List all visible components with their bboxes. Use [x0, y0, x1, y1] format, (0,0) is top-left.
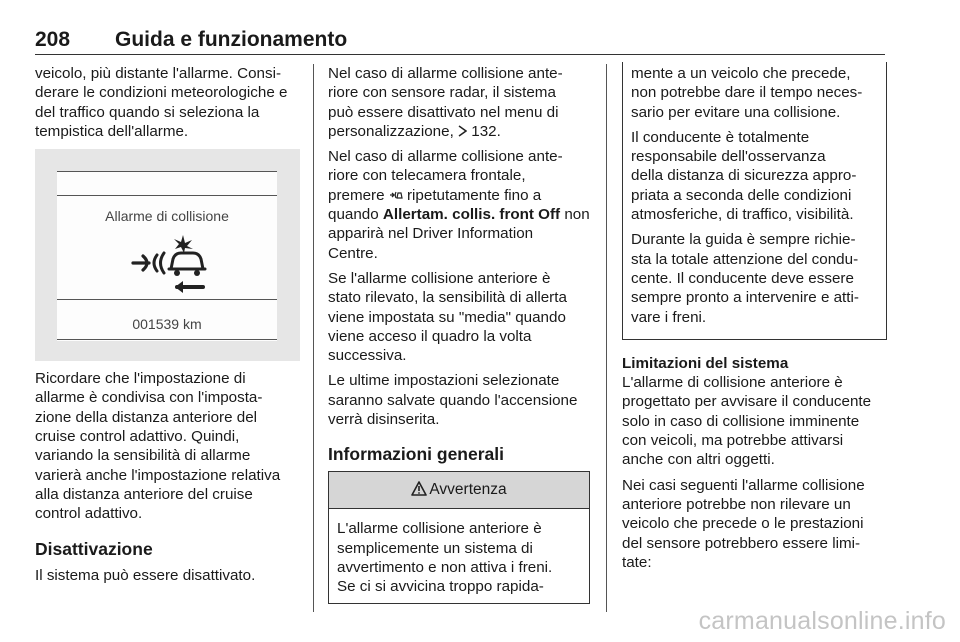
text-line: priata a seconda delle condizioni — [631, 186, 852, 204]
text-fragment: ripetutamente fino a — [402, 186, 542, 204]
text-line: anteriore potrebbe non rilevare un — [622, 495, 851, 513]
text-fragment: non — [560, 206, 590, 224]
text-line — [328, 122, 590, 141]
text-line: Nei casi seguenti l'allarme collisione — [622, 476, 865, 494]
text-line: successiva. — [328, 347, 407, 365]
text-line: variando la sensibilità di allarme — [35, 447, 251, 465]
paragraph — [35, 369, 300, 523]
text-fragment: quando — [328, 206, 383, 224]
menu-label: Allertam. collis. front Off — [382, 206, 561, 224]
warning-body — [329, 509, 589, 602]
text-line: saranno salvate quando l'accensione — [328, 391, 578, 409]
text-line: allarme è condivisa con l'imposta- — [35, 389, 263, 407]
text-line: sario per evitare una collisione. — [631, 103, 841, 121]
paragraph — [35, 566, 300, 585]
text-line: responsabile dell'osservanza — [631, 148, 826, 166]
text-line: vare i freni. — [631, 308, 707, 326]
text-line: sta la totale attenzione del condu- — [631, 250, 859, 268]
text-line: L'allarme collisione anteriore è — [337, 520, 542, 538]
section-title: Guida e funzionamento — [115, 28, 348, 51]
paragraph — [622, 476, 887, 572]
text-line: Ricordare che l'impostazione di — [35, 370, 246, 388]
text-line: tate: — [622, 553, 652, 571]
warning-box-continued — [622, 62, 887, 340]
text-line: del sensore potrebbero essere limi- — [622, 534, 861, 552]
warning-header — [329, 472, 589, 509]
text-line: riore con telecamera frontale, — [328, 167, 526, 185]
paragraph — [622, 373, 887, 469]
text-line: della distanza di sicurezza appro- — [631, 167, 857, 185]
text-fragment: premere — [328, 186, 389, 204]
text-line: derare le condizioni meteorologiche e — [35, 84, 288, 102]
text-line: riore con sensore radar, il sistema — [328, 84, 556, 102]
text-line: semplicemente un sistema di — [337, 539, 533, 557]
text-line: non potrebbe dare il tempo neces- — [631, 84, 863, 102]
text-line: sempre pronto a intervenire e atti- — [631, 289, 859, 307]
text-line: atmosferiche, di traffico, visibilità. — [631, 206, 854, 224]
text-line: solo in caso di collisione imminente — [622, 412, 860, 430]
text-line: veicolo che precede o le prestazioni — [622, 515, 864, 533]
text-line: verrà disinserita. — [328, 411, 440, 429]
column-divider — [606, 64, 607, 612]
text-line: cente. Il conducente deve essere — [631, 269, 854, 287]
text-line: stato rilevato, la sensibilità di allerta — [328, 289, 567, 307]
text-line: anche con altri oggetti. — [622, 451, 775, 469]
text-line: Se l'allarme collisione anteriore è — [328, 269, 551, 287]
text-line: veicolo, più distante l'allarme. Consi- — [35, 65, 282, 82]
text-line: zione della distanza anteriore del — [35, 408, 258, 426]
driver-info-display — [57, 171, 277, 341]
warning-triangle-icon — [411, 481, 427, 496]
text-line: Se ci si avvicina troppo rapida- — [337, 578, 544, 596]
text-line: avvertimento e non attiva i freni. — [337, 558, 553, 576]
text-line: Il conducente è totalmente — [631, 128, 810, 146]
text-line: viene impostata su "media" quando — [328, 308, 566, 326]
display-divider — [57, 171, 277, 172]
text-line: cruise control adattivo. Quindi, — [35, 428, 240, 446]
paragraph — [328, 371, 590, 429]
subsection-heading: Limitazioni del sistema — [622, 354, 789, 372]
display-divider — [57, 299, 277, 300]
display-figure — [35, 149, 300, 361]
collision-alert-button-icon — [389, 189, 403, 201]
paragraph — [631, 230, 878, 326]
text-line: varierà anche l'impostazione relativa — [35, 466, 281, 484]
section-heading: Informazioni generali — [328, 444, 504, 465]
text-line: Nel caso di allarme collisione ante- — [328, 65, 563, 82]
column-3 — [622, 64, 887, 578]
text-line: tempistica dell'allarme. — [35, 122, 189, 140]
paragraph — [328, 147, 590, 263]
text-line: Durante la guida è sempre richie- — [631, 231, 856, 249]
text-line: control adattivo. — [35, 505, 143, 523]
column-1 — [35, 64, 300, 591]
paragraph — [35, 64, 300, 141]
text-line: viene acceso il quadro la volta — [328, 327, 532, 345]
display-title: Allarme di collisione — [105, 208, 229, 225]
text-line: apparirà nel Driver Information — [328, 225, 534, 243]
odometer-reading: 001539 km — [132, 316, 202, 333]
text-line: Nel caso di allarme collisione ante- — [328, 148, 563, 166]
display-divider — [57, 195, 277, 196]
text-line: progettato per avvisare il conducente — [622, 393, 872, 411]
display-divider — [57, 339, 277, 340]
watermark: carmanualsonline.info — [698, 607, 946, 635]
section-heading: Disattivazione — [35, 538, 153, 559]
text-line: mente a un veicolo che precede, — [631, 65, 851, 82]
paragraph — [328, 64, 590, 141]
page-reference: 132. — [471, 122, 501, 140]
text-line: Le ultime impostazioni selezionate — [328, 372, 560, 390]
paragraph — [631, 64, 878, 122]
text-line: alla distanza anteriore del cruise — [35, 485, 253, 503]
text-line: L'allarme di collisione anteriore è — [622, 374, 843, 392]
text-line: può essere disattivato nel menu di — [328, 103, 559, 121]
column-2 — [328, 64, 590, 604]
paragraph — [631, 128, 878, 224]
warning-title: Avvertenza — [429, 481, 507, 499]
text-line: Il sistema può essere disattivato. — [35, 566, 256, 584]
forward-collision-alert-icon — [129, 233, 209, 297]
text-line: del traffico quando si seleziona la — [35, 103, 260, 121]
column-divider — [313, 64, 314, 612]
page-header — [35, 24, 885, 55]
text-line — [328, 186, 590, 205]
text-line: con veicoli, ma potrebbe attivarsi — [622, 432, 844, 450]
page-number: 208 — [35, 28, 71, 51]
text-line — [328, 205, 590, 224]
text-line: Centre. — [328, 244, 378, 262]
warning-box — [328, 471, 590, 603]
page-reference-icon — [458, 125, 467, 137]
text-fragment: personalizzazione, — [328, 122, 459, 140]
paragraph — [328, 269, 590, 365]
